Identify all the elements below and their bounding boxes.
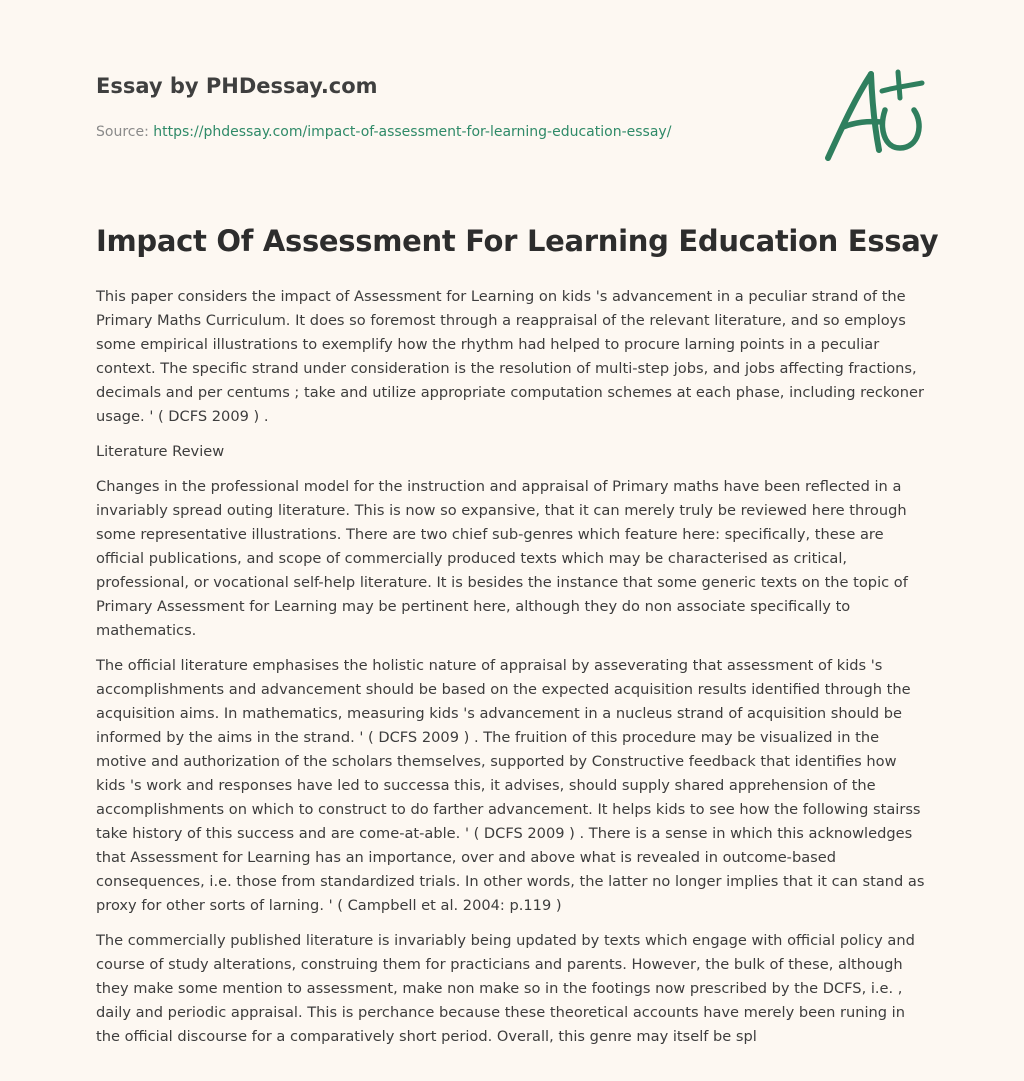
- essay-title: Impact Of Assessment For Learning Education Essay: [96, 224, 939, 258]
- commercial-literature-paragraph: The commercially published literature is invariably being updated by texts which engage with official policy and course of study alterations, construing them for practicians and parents. However, the bulk of these, although they make some mention to assessment, make non make so in the footings now prescribed by the DCFS, i.e. , daily and periodic appraisal. This is perchance because these theoretical accounts have merely been runing in the official discourse for a comparatively short period. Overall, this genre may itself be spl: [96, 932, 915, 1045]
- official-literature-paragraph: The official literature emphasises the holistic nature of appraisal by asseverating that assessment of kids 's accomplishments and advancement should be based on the expected acquisition results identified through the acquisition aims. In mathematics, measuring kids 's advancement in a nucleus strand of acquisition should be informed by the aims in the strand. ' ( DCFS 2009 ) . The fruition of this procedure may be visualized in the motive and authorization of the scholars themselves, supported by Constructive feedback that identifies how kids 's work and responses have led to successa this, it advises, should supply shared apprehension of the accomplishments on which to construct to do farther advancement. It helps kids to see how the following stairss take history of this success and are come-at-able. ' ( DCFS 2009 ) . There is a sense in which this acknowledges that Assessment for Learning has an importance, over and above what is revealed in outcome-based consequences, i.e. those from standardized trials. In other words, the latter no longer implies that it can stand as proxy for other sorts of larning. ' ( Campbell et al. 2004: p.119 ): [96, 657, 925, 914]
- a-plus-logo-icon: [818, 66, 930, 166]
- intro-paragraph: This paper considers the impact of Assessment for Learning on kids 's advancement in a peculiar strand of the Primary Maths Curriculum. It does so foremost through a reappraisal of the relevant literature, and so employs some empirical illustrations to exemplify how the rhythm had helped to procure larning points in a peculiar context. The specific strand under consideration is the resolution of multi-step jobs, and jobs affecting fractions, decimals and per centums ; take and utilize appropriate computation schemes at each phase, including reckoner usage. ' ( DCFS 2009 ) .: [96, 288, 924, 425]
- essay-body: [96, 285, 930, 1060]
- source-label: Source:: [96, 124, 149, 140]
- section-heading-literature-review: Literature Review: [96, 443, 225, 460]
- source-line: [96, 124, 671, 140]
- site-brand: Essay by PHDessay.com: [96, 74, 378, 98]
- source-link[interactable]: https://phdessay.com/impact-of-assessment-for-learning-education-essay/: [153, 124, 672, 140]
- literature-review-paragraph: Changes in the professional model for the instruction and appraisal of Primary maths have been reflected in a invariably spread outing literature. This is now so expansive, that it can merely truly be reviewed here through some representative illustrations. There are two chief sub-genres which feature here: specifically, these are official publications, and scope of commercially produced texts which may be characterised as critical, professional, or vocational self-help literature. It is besides the instance that some generic texts on the topic of Primary Assessment for Learning may be pertinent here, although they do non associate specifically to mathematics.: [96, 478, 908, 639]
